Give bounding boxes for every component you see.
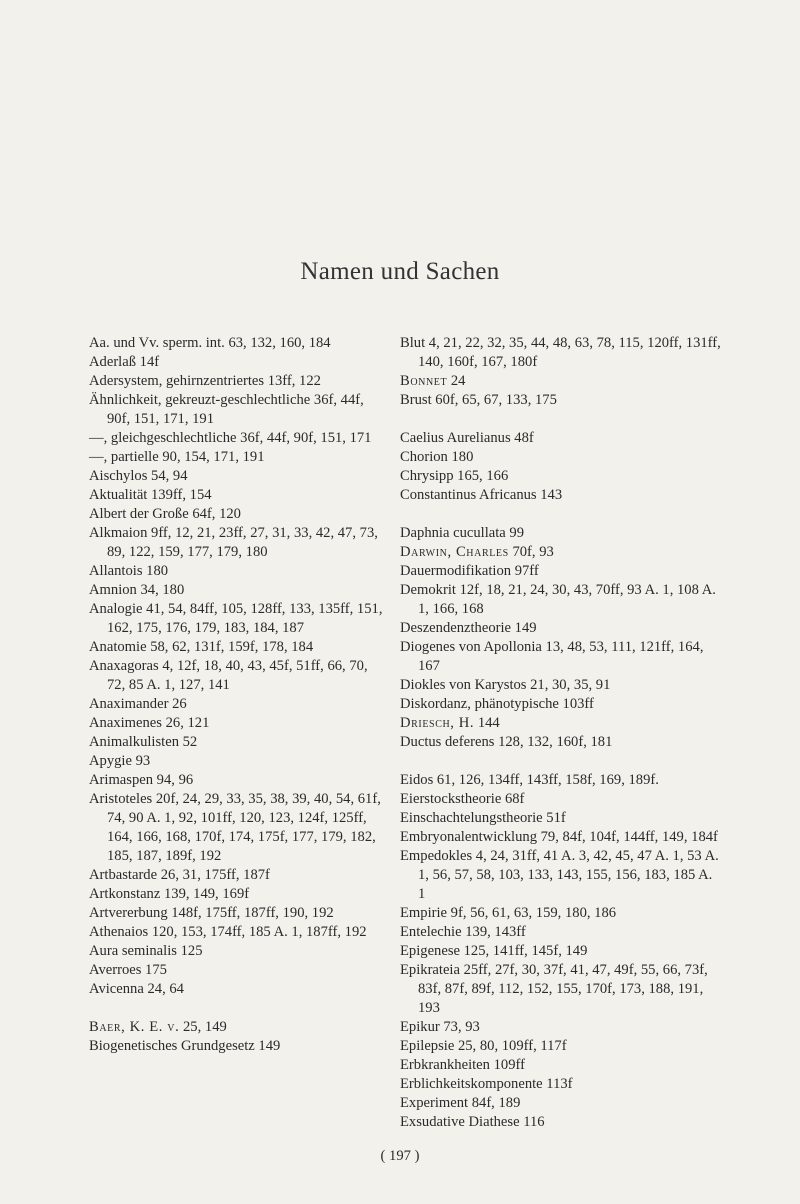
index-entry-text: Chrysipp 165, 166 bbox=[400, 468, 509, 484]
index-entry-text: Embryonalentwicklung 79, 84f, 104f, 144ff, 149, 184f bbox=[400, 829, 718, 845]
index-entry bbox=[89, 505, 389, 524]
index-entry bbox=[89, 638, 389, 657]
index-entry-text: Daphnia cucullata 99 bbox=[400, 525, 524, 541]
index-entry-text: Blut 4, 21, 22, 32, 35, 44, 48, 63, 78, 115, 120ff, 131ff, 140, 160f, 167, 180f bbox=[400, 335, 721, 370]
index-entry bbox=[89, 790, 389, 866]
index-entry bbox=[400, 1056, 722, 1075]
index-entry-text: 24 bbox=[447, 373, 466, 389]
index-entry bbox=[89, 771, 389, 790]
index-entry-text: Epilepsie 25, 80, 109ff, 117f bbox=[400, 1038, 567, 1054]
index-entry bbox=[89, 391, 389, 429]
index-entry-text: Averroes 175 bbox=[89, 962, 167, 978]
section-gap bbox=[89, 999, 389, 1018]
index-entry bbox=[400, 733, 722, 752]
index-entry bbox=[400, 448, 722, 467]
index-entry-text: Anatomie 58, 62, 131f, 159f, 178, 184 bbox=[89, 639, 314, 655]
index-entry bbox=[400, 771, 722, 790]
index-entry-text: Allantois 180 bbox=[89, 563, 169, 579]
index-entry-text: Amnion 34, 180 bbox=[89, 582, 185, 598]
index-entry bbox=[400, 695, 722, 714]
index-entry-text: Caelius Aurelianus 48f bbox=[400, 430, 534, 446]
index-entry-text: Artbastarde 26, 31, 175ff, 187f bbox=[89, 867, 270, 883]
index-entry bbox=[89, 1037, 389, 1056]
index-entry-name: Baer, K. E. v. bbox=[89, 1019, 180, 1035]
index-entry-text: Anaxagoras 4, 12f, 18, 40, 43, 45f, 51ff, 66, 70, 72, 85 A. 1, 127, 141 bbox=[89, 658, 368, 693]
index-entry bbox=[400, 790, 722, 809]
index-entry bbox=[400, 391, 722, 410]
index-entry bbox=[89, 562, 389, 581]
index-entry-text: Chorion 180 bbox=[400, 449, 474, 465]
index-entry bbox=[89, 942, 389, 961]
index-entry bbox=[400, 619, 722, 638]
page-title: Namen und Sachen bbox=[300, 258, 500, 285]
index-column-right bbox=[400, 334, 722, 1132]
index-entry-text: Brust 60f, 65, 67, 133, 175 bbox=[400, 392, 557, 408]
index-entry bbox=[400, 543, 722, 562]
index-entry bbox=[89, 885, 389, 904]
index-entry bbox=[89, 1018, 389, 1037]
section-gap bbox=[400, 752, 722, 771]
index-entry bbox=[400, 714, 722, 733]
index-entry-text: Diogenes von Apollonia 13, 48, 53, 111, 121ff, 164, 167 bbox=[400, 639, 704, 674]
index-entry bbox=[89, 486, 389, 505]
index-entry-text: —, partielle 90, 154, 171, 191 bbox=[89, 449, 265, 465]
index-entry bbox=[89, 581, 389, 600]
index-entry bbox=[89, 429, 389, 448]
index-entry bbox=[89, 904, 389, 923]
index-entry-text: Ductus deferens 128, 132, 160f, 181 bbox=[400, 734, 613, 750]
index-entry-text: Epikrateia 25ff, 27f, 30, 37f, 41, 47, 49f, 55, 66, 73f, 83f, 87f, 89f, 112, 152, 155, 170f, 173, 188, 191, 193 bbox=[400, 962, 708, 1016]
index-entry bbox=[89, 353, 389, 372]
index-entry-text: Athenaios 120, 153, 174ff, 185 A. 1, 187ff, 192 bbox=[89, 924, 367, 940]
index-entry bbox=[400, 581, 722, 619]
index-entry-text: Constantinus Africanus 143 bbox=[400, 487, 563, 503]
index-entry-text: Eidos 61, 126, 134ff, 143ff, 158f, 169, 189f. bbox=[400, 772, 659, 788]
index-entry bbox=[400, 562, 722, 581]
index-entry bbox=[400, 334, 722, 372]
index-entry-text: Anaximenes 26, 121 bbox=[89, 715, 210, 731]
index-column-left bbox=[89, 334, 389, 1056]
index-entry-text: Avicenna 24, 64 bbox=[89, 981, 184, 997]
index-entry bbox=[89, 695, 389, 714]
index-entry-text: Empedokles 4, 24, 31ff, 41 A. 3, 42, 45, 47 A. 1, 53 A. 1, 56, 57, 58, 103, 133, 143, 155, 156, 183, 185 A. 1 bbox=[400, 848, 719, 902]
index-entry-text: Diokles von Karystos 21, 30, 35, 91 bbox=[400, 677, 611, 693]
index-entry bbox=[89, 600, 389, 638]
index-entry-text: Aischylos 54, 94 bbox=[89, 468, 188, 484]
section-gap bbox=[400, 410, 722, 429]
index-entry-text: —, gleichgeschlechtliche 36f, 44f, 90f, 151, 171 bbox=[89, 430, 372, 446]
index-entry-text: Anaximander 26 bbox=[89, 696, 187, 712]
index-entry-text: Eierstockstheorie 68f bbox=[400, 791, 525, 807]
index-entry-text: Einschachtelungstheorie 51f bbox=[400, 810, 566, 826]
index-entry-text: 25, 149 bbox=[179, 1019, 227, 1035]
index-entry bbox=[89, 372, 389, 391]
index-entry bbox=[400, 1018, 722, 1037]
index-entry-text: Erblichkeitskomponente 113f bbox=[400, 1076, 573, 1092]
index-entry bbox=[89, 334, 389, 353]
index-entry-text: Epigenese 125, 141ff, 145f, 149 bbox=[400, 943, 588, 959]
index-entry bbox=[400, 1037, 722, 1056]
index-entry bbox=[400, 942, 722, 961]
index-entry-text: Aktualität 139ff, 154 bbox=[89, 487, 212, 503]
index-entry bbox=[400, 429, 722, 448]
index-entry-text: Deszendenztheorie 149 bbox=[400, 620, 537, 636]
index-entry bbox=[400, 638, 722, 676]
index-entry-name: Darwin, Charles bbox=[400, 544, 509, 560]
index-entry-text: Artkonstanz 139, 149, 169f bbox=[89, 886, 250, 902]
index-entry-text: Aderlaß 14f bbox=[89, 354, 160, 370]
index-entry bbox=[89, 961, 389, 980]
index-entry bbox=[400, 923, 722, 942]
index-entry-text: Demokrit 12f, 18, 21, 24, 30, 43, 70ff, 93 A. 1, 108 A. 1, 166, 168 bbox=[400, 582, 716, 617]
index-entry-text: Arimaspen 94, 96 bbox=[89, 772, 194, 788]
index-entry-text: Exsudative Diathese 116 bbox=[400, 1114, 545, 1130]
index-entry-text: 144 bbox=[474, 715, 500, 731]
index-entry-text: Entelechie 139, 143ff bbox=[400, 924, 526, 940]
index-entry-text: Biogenetisches Grundgesetz 149 bbox=[89, 1038, 281, 1054]
index-entry-text: Adersystem, gehirnzentriertes 13ff, 122 bbox=[89, 373, 321, 389]
index-entry bbox=[400, 372, 722, 391]
index-entry-text: 70f, 93 bbox=[508, 544, 554, 560]
index-entry-name: Bonnet bbox=[400, 373, 448, 389]
index-entry bbox=[400, 847, 722, 904]
index-entry bbox=[400, 676, 722, 695]
index-entry bbox=[89, 524, 389, 562]
section-gap bbox=[400, 505, 722, 524]
index-entry bbox=[400, 961, 722, 1018]
index-entry bbox=[89, 448, 389, 467]
index-entry bbox=[400, 904, 722, 923]
index-entry bbox=[89, 733, 389, 752]
index-entry-text: Erbkrankheiten 109ff bbox=[400, 1057, 525, 1073]
index-entry-text: Diskordanz, phänotypische 103ff bbox=[400, 696, 594, 712]
index-entry bbox=[89, 467, 389, 486]
index-entry-text: Aura seminalis 125 bbox=[89, 943, 203, 959]
index-entry bbox=[89, 657, 389, 695]
index-entry-text: Artvererbung 148f, 175ff, 187ff, 190, 192 bbox=[89, 905, 334, 921]
index-entry-text: Albert der Große 64f, 120 bbox=[89, 506, 241, 522]
index-entry bbox=[89, 866, 389, 885]
index-entry bbox=[400, 486, 722, 505]
index-entry-text: Analogie 41, 54, 84ff, 105, 128ff, 133, 135ff, 151, 162, 175, 176, 179, 183, 184, 187 bbox=[89, 601, 383, 636]
index-entry-text: Epikur 73, 93 bbox=[400, 1019, 480, 1035]
index-entry-text: Ähnlichkeit, gekreuzt-geschlechtliche 36f, 44f, 90f, 151, 171, 191 bbox=[89, 392, 364, 427]
index-entry bbox=[400, 1075, 722, 1094]
index-entry bbox=[400, 809, 722, 828]
index-entry-text: Aa. und Vv. sperm. int. 63, 132, 160, 184 bbox=[89, 335, 331, 351]
index-entry bbox=[400, 828, 722, 847]
index-entry bbox=[89, 923, 389, 942]
index-entry-name: Driesch, H. bbox=[400, 715, 475, 731]
index-entry bbox=[400, 1113, 722, 1132]
index-entry bbox=[89, 752, 389, 771]
index-entry bbox=[400, 467, 722, 486]
index-entry bbox=[89, 980, 389, 999]
index-entry-text: Dauermodifikation 97ff bbox=[400, 563, 539, 579]
index-entry-text: Experiment 84f, 189 bbox=[400, 1095, 521, 1111]
index-entry-text: Animalkulisten 52 bbox=[89, 734, 198, 750]
index-entry bbox=[400, 1094, 722, 1113]
index-entry bbox=[89, 714, 389, 733]
index-entry-text: Empirie 9f, 56, 61, 63, 159, 180, 186 bbox=[400, 905, 617, 921]
index-entry-text: Alkmaion 9ff, 12, 21, 23ff, 27, 31, 33, 42, 47, 73, 89, 122, 159, 177, 179, 180 bbox=[89, 525, 378, 560]
page-number: ( 197 ) bbox=[380, 1148, 420, 1164]
index-entry-text: Apygie 93 bbox=[89, 753, 151, 769]
index-entry bbox=[400, 524, 722, 543]
index-entry-text: Aristoteles 20f, 24, 29, 33, 35, 38, 39, 40, 54, 61f, 74, 90 A. 1, 92, 101ff, 120, 123, 124f, 125ff, 164, 166, 168, 170f, 174, 175f, 177, 179, 182, 185, 187, 189f, 192 bbox=[89, 791, 381, 864]
